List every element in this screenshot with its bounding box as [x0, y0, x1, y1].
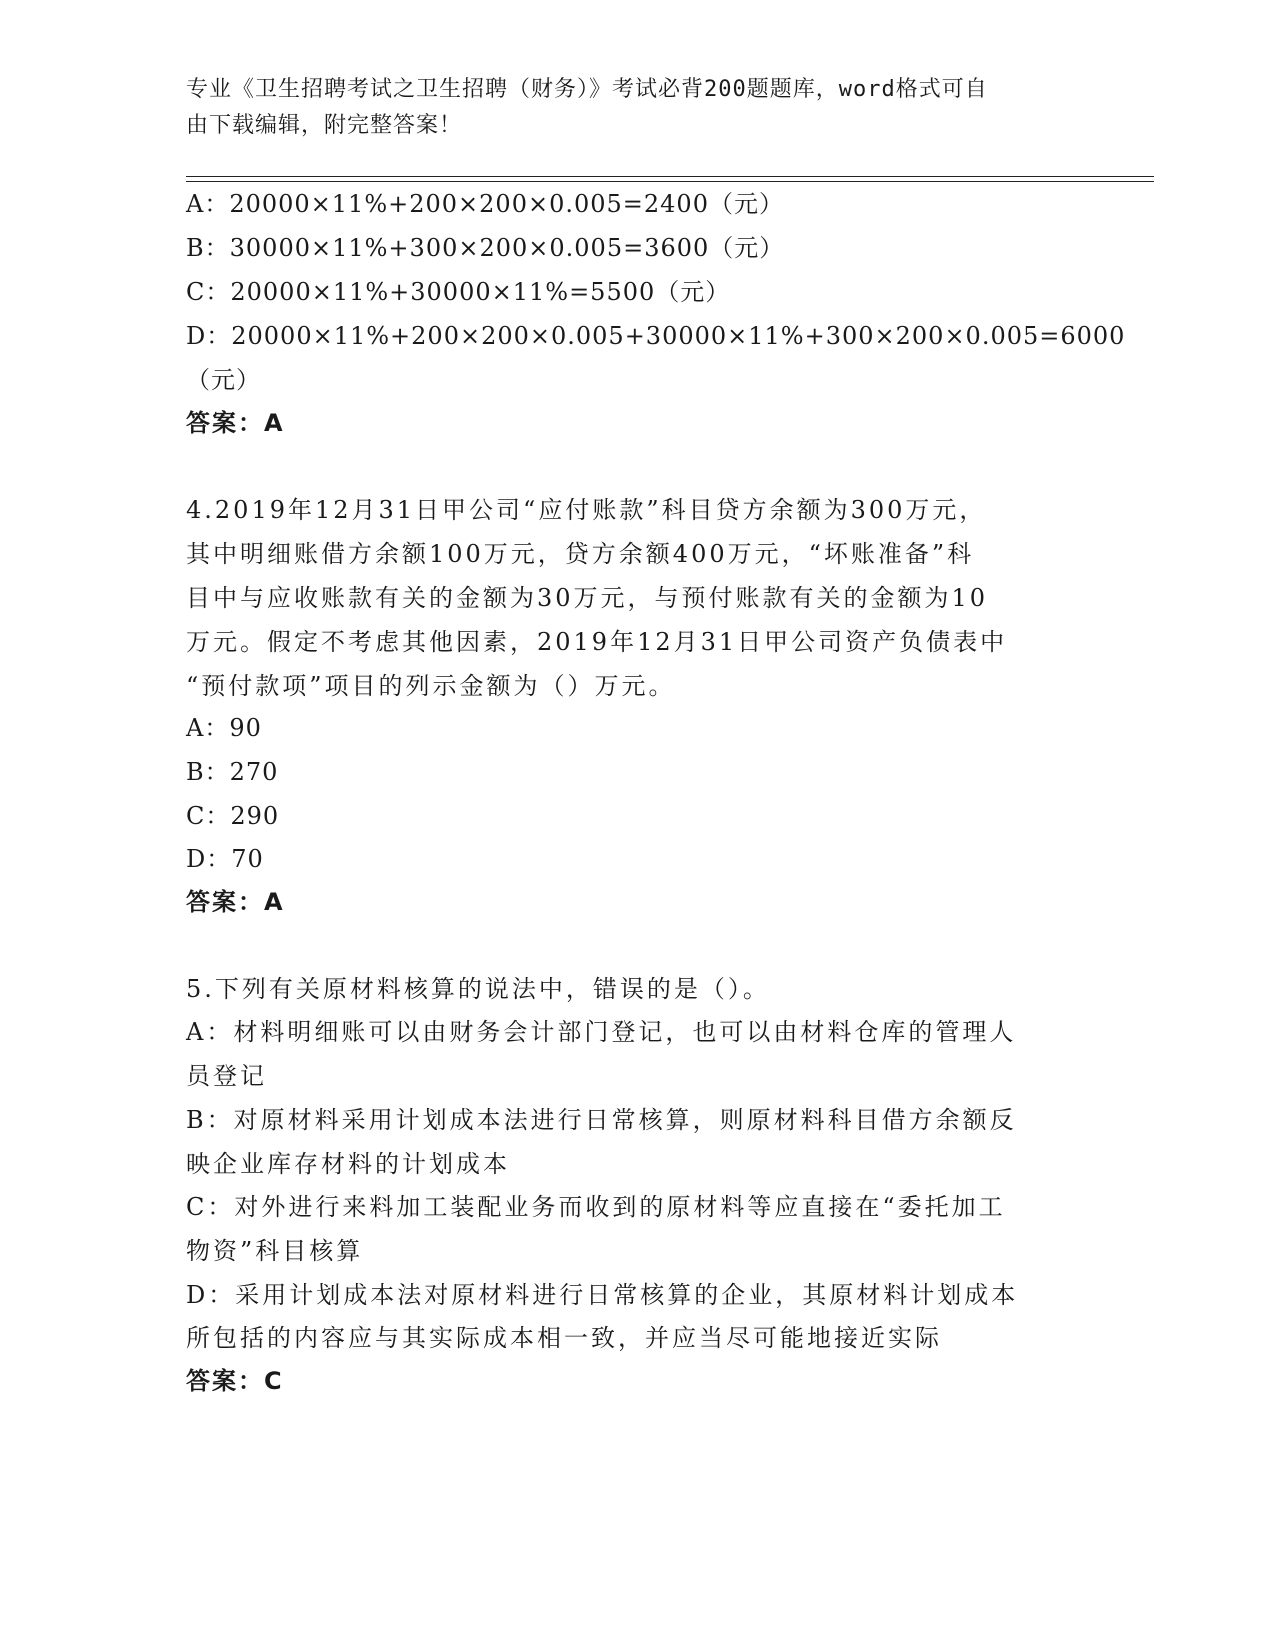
q4-option-d: D：70 [186, 845, 264, 873]
q5-option-a-line-2: 员登记 [186, 1062, 267, 1090]
q5-option-c-line-2: 物资”科目核算 [186, 1237, 364, 1265]
q3-option-d-line-2: （元） [186, 366, 261, 394]
q4-stem-line-5: “预付款项”项目的列示金额为（）万元。 [186, 672, 676, 700]
q4-answer: 答案：A [186, 888, 285, 916]
q4-stem-line-4: 万元。假定不考虑其他因素，2019年12月31日甲公司资产负债表中 [186, 628, 1008, 656]
q3-answer: 答案：A [186, 409, 285, 437]
q3-option-a: A：20000×11%+200×200×0.005=2400（元） [186, 190, 784, 218]
header-line-2: 由下载编辑，附完整答案！ [186, 113, 463, 138]
q4-option-a: A：90 [186, 714, 262, 742]
q5-option-a-line-1: A：材料明细账可以由财务会计部门登记，也可以由材料仓库的管理人 [186, 1018, 1017, 1046]
q4-option-c: C：290 [186, 802, 280, 830]
q3-option-b: B：30000×11%+300×200×0.005=3600（元） [186, 234, 785, 262]
q5-option-d-line-2: 所包括的内容应与其实际成本相一致，并应当尽可能地接近实际 [186, 1324, 942, 1352]
q4-stem-line-1: 4.2019年12月31日甲公司“应付账款”科目贷方余额为300万元， [186, 496, 987, 524]
header-divider-top [186, 176, 1154, 177]
header-line-1: 专业《卫生招聘考试之卫生招聘（财务）》考试必背200题题库，word格式可自 [186, 77, 988, 102]
q5-option-b-line-1: B：对原材料采用计划成本法进行日常核算，则原材料科目借方余额反 [186, 1106, 1017, 1134]
q4-stem-line-3: 目中与应收账款有关的金额为30万元，与预付账款有关的金额为10 [186, 584, 989, 612]
q5-option-c-line-1: C：对外进行来料加工装配业务而收到的原材料等应直接在“委托加工 [186, 1193, 1006, 1221]
q5-stem: 5.下列有关原材料核算的说法中，错误的是（）。 [186, 975, 770, 1003]
q5-answer: 答案：C [186, 1367, 284, 1395]
q3-option-d-line-1: D：20000×11%+200×200×0.005+30000×11%+300×200×0.005=6000 [186, 322, 1126, 350]
q5-option-b-line-2: 映企业库存材料的计划成本 [186, 1150, 510, 1178]
header-divider-bottom [186, 181, 1154, 182]
q4-option-b: B：270 [186, 758, 279, 786]
q4-stem-line-2: 其中明细账借方余额100万元，贷方余额400万元，“坏账准备”科 [186, 540, 975, 568]
q5-option-d-line-1: D：采用计划成本法对原材料进行日常核算的企业，其原材料计划成本 [186, 1281, 1019, 1309]
q3-option-c: C：20000×11%+30000×11%=5500（元） [186, 278, 731, 306]
document-header [186, 72, 1066, 144]
